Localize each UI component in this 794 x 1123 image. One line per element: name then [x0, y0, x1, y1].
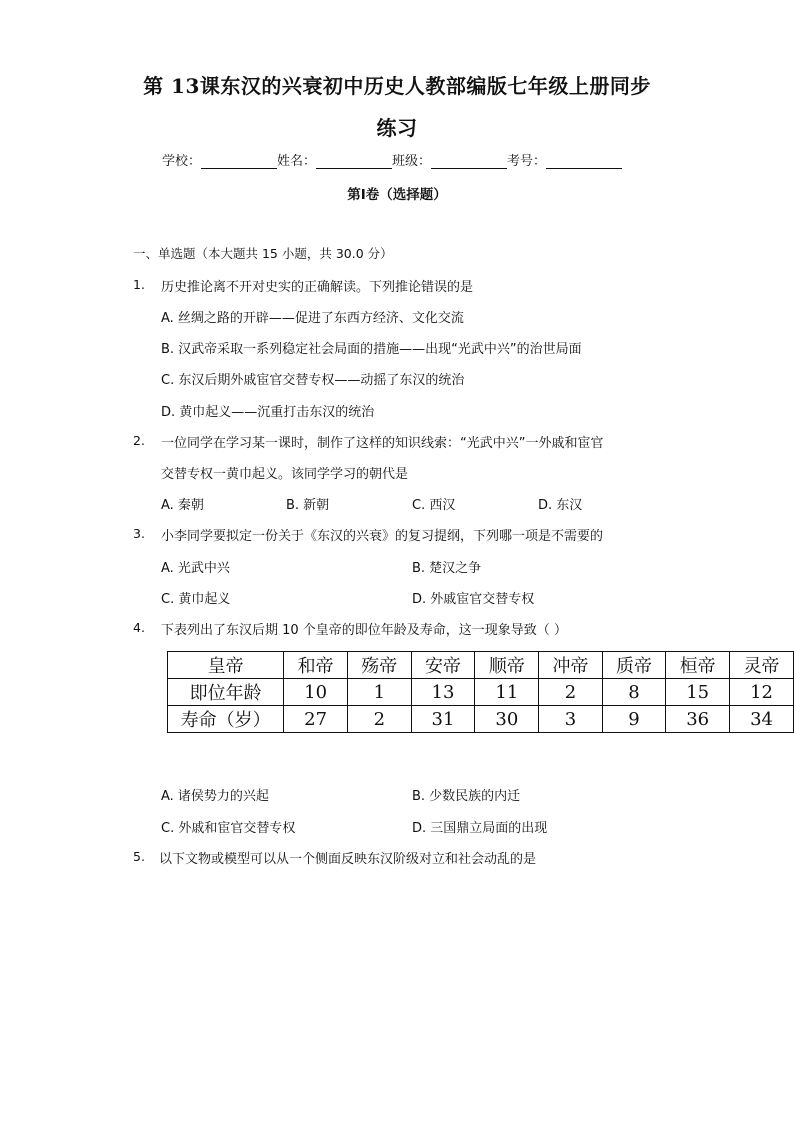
question-number: 4. — [133, 620, 145, 635]
table-cell: 13 — [411, 679, 475, 706]
table-cell: 11 — [475, 679, 539, 706]
table-cell: 寿命（岁） — [168, 706, 284, 733]
table-cell: 和帝 — [284, 652, 348, 679]
number-label: 考号： — [507, 154, 547, 169]
table-cell: 15 — [666, 679, 730, 706]
option-b: B. 少数民族的内迁 — [412, 789, 521, 804]
question-number: 3. — [133, 526, 145, 541]
emperor-table — [167, 651, 794, 733]
option-c: C. 黄巾起义 — [161, 592, 231, 607]
question-stem: 历史推论离不开对史实的正确解读。下列推论错误的是 — [161, 280, 474, 295]
table-cell: 冲帝 — [539, 652, 603, 679]
table-cell: 2 — [348, 706, 412, 733]
option-b: B. 汉武帝采取一系列稳定社会局面的措施——出现“光武中兴”的治世局面 — [161, 342, 582, 357]
table-row — [168, 706, 794, 733]
table-cell: 36 — [666, 706, 730, 733]
option-c: C. 西汉 — [412, 498, 456, 513]
table-cell: 8 — [602, 679, 666, 706]
class-label: 班级： — [392, 154, 432, 169]
table-cell: 9 — [602, 706, 666, 733]
question-number: 5. — [133, 849, 145, 864]
table-cell: 顺帝 — [475, 652, 539, 679]
name-label: 姓名： — [277, 154, 317, 169]
question-stem: 一位同学在学习某一课时，制作了这样的知识线索：“光武中兴”一外戚和宦官 — [161, 436, 604, 451]
option-a: A. 秦朝 — [161, 498, 204, 513]
option-c: C. 外戚和宦官交替专权 — [161, 821, 296, 836]
table-cell: 1 — [348, 679, 412, 706]
table-cell: 即位年龄 — [168, 679, 284, 706]
option-c: C. 东汉后期外戚宦官交替专权——动摇了东汉的统治 — [161, 373, 465, 388]
option-b: B. 楚汉之争 — [412, 561, 482, 576]
question-number: 1. — [133, 277, 145, 292]
section-heading: 一、单选题（本大题共 15 小题，共 30.0 分） — [133, 246, 393, 261]
table-cell: 30 — [475, 706, 539, 733]
question-stem: 下表列出了东汉后期 10 个皇帝的即位年龄及寿命，这一现象导致（ ） — [161, 623, 567, 638]
table-cell: 殇帝 — [348, 652, 412, 679]
question-number: 2. — [133, 433, 145, 448]
table-cell: 3 — [539, 706, 603, 733]
table-header-row — [168, 652, 794, 679]
volume-heading: 第I卷（选择题） — [347, 187, 447, 203]
table-cell: 灵帝 — [730, 652, 794, 679]
table-cell: 31 — [411, 706, 475, 733]
option-d: D. 东汉 — [538, 498, 583, 513]
table-cell: 27 — [284, 706, 348, 733]
document-title-line1: 第 13课东汉的兴衰初中历史人教部编版七年级上册同步 — [143, 74, 651, 98]
table-cell: 桓帝 — [666, 652, 730, 679]
option-d: D. 黄巾起义——沉重打击东汉的统治 — [161, 405, 375, 420]
question-stem: 小李同学要拟定一份关于《东汉的兴衰》的复习提纲，下列哪一项是不需要的 — [161, 529, 604, 544]
table-row — [168, 679, 794, 706]
table-cell: 安帝 — [411, 652, 475, 679]
question-stem-continued: 交替专权一黄巾起义。该同学学习的朝代是 — [161, 467, 409, 482]
option-a: A. 光武中兴 — [161, 561, 230, 576]
option-b: B. 新朝 — [286, 498, 330, 513]
table-cell: 质帝 — [602, 652, 666, 679]
option-a: A. 诸侯势力的兴起 — [161, 789, 269, 804]
table-cell: 12 — [730, 679, 794, 706]
document-title-line2: 练习 — [376, 116, 418, 140]
question-stem: 以下文物或模型可以从一个侧面反映东汉阶级对立和社会动乱的是 — [159, 852, 537, 867]
option-d: D. 三国鼎立局面的出现 — [412, 821, 548, 836]
table-cell: 皇帝 — [168, 652, 284, 679]
table-cell: 34 — [730, 706, 794, 733]
table-cell: 10 — [284, 679, 348, 706]
table-cell: 2 — [539, 679, 603, 706]
option-a: A. 丝绸之路的开辟——促进了东西方经济、文化交流 — [161, 311, 464, 326]
school-label: 学校： — [162, 154, 202, 169]
option-d: D. 外戚宦官交替专权 — [412, 592, 535, 607]
